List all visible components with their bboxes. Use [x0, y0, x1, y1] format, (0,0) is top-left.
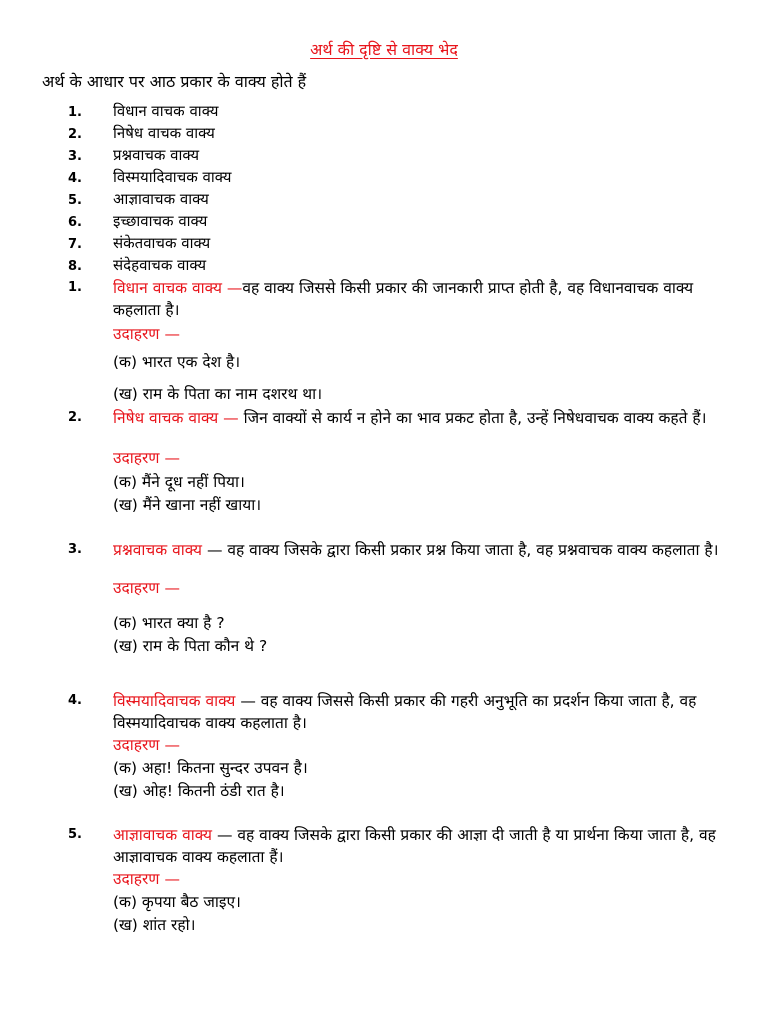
example-heading: उदाहरण — — [113, 579, 180, 597]
example-heading: उदाहरण — — [113, 449, 180, 467]
list-number: 3. — [68, 149, 82, 164]
list-item — [68, 144, 231, 166]
section-term: आज्ञावाचक वाक्य — [113, 826, 213, 844]
section-definition — [113, 539, 733, 561]
definition-text: जिन वाक्यों से कार्य न होने का भाव प्रकट होता है, उन्हें निषेधवाचक वाक्य कहते हैं। — [243, 409, 707, 427]
list-label: संदेहवाचक वाक्य — [113, 256, 207, 274]
example-heading: उदाहरण — — [113, 870, 180, 888]
list-number: 7. — [68, 237, 82, 252]
example-line: (क) अहा! कितना सुन्दर उपवन है। — [113, 759, 308, 777]
example-heading: उदाहरण — — [113, 325, 180, 343]
list-number: 6. — [68, 215, 82, 230]
section-nishedh-vachak — [68, 407, 733, 516]
example-line: (ख) मैंने खाना नहीं खाया। — [113, 496, 262, 514]
section-definition — [113, 407, 733, 429]
list-label: संकेतवाचक वाक्य — [113, 234, 211, 252]
list-label: प्रश्नवाचक वाक्य — [113, 146, 200, 164]
section-definition — [113, 277, 733, 321]
list-item — [68, 122, 231, 144]
section-number: 1. — [68, 280, 82, 295]
list-item — [68, 254, 231, 276]
section-definition — [113, 690, 733, 734]
page-title: अर्थ की दृष्टि से वाक्य भेद — [310, 40, 458, 59]
example-heading: उदाहरण — — [113, 736, 180, 754]
example-line: (क) भारत एक देश है। — [113, 353, 241, 371]
intro-text: अर्थ के आधार पर आठ प्रकार के वाक्य होते हैं — [42, 72, 307, 91]
list-label: इच्छावाचक वाक्य — [113, 212, 208, 230]
list-label: विधान वाचक वाक्य — [113, 102, 219, 120]
list-number: 5. — [68, 193, 82, 208]
section-term: विस्मयादिवाचक वाक्य — [113, 692, 236, 710]
example-line: (ख) शांत रहो। — [113, 916, 196, 934]
section-agyavachak — [68, 824, 733, 936]
example-line: (क) मैंने दूध नहीं पिया। — [113, 473, 245, 491]
section-number: 5. — [68, 827, 82, 842]
list-number: 8. — [68, 259, 82, 274]
list-label: विस्मयादिवाचक वाक्य — [113, 168, 232, 186]
example-line: (ख) राम के पिता का नाम दशरथ था। — [113, 385, 323, 403]
list-item — [68, 166, 231, 188]
list-label: आज्ञावाचक वाक्य — [113, 190, 209, 208]
example-line: (क) कृपया बैठ जाइए। — [113, 893, 241, 911]
definition-text: — वह वाक्य जिसके द्वारा किसी प्रकार प्रश्न किया जाता है, वह प्रश्नवाचक वाक्य कहलाता है। — [206, 541, 719, 559]
section-number: 3. — [68, 542, 82, 557]
section-vismayadivachak — [68, 690, 733, 802]
list-item — [68, 188, 231, 210]
section-number: 2. — [68, 410, 82, 425]
definition-text: — वह वाक्य जिसके द्वारा किसी प्रकार की आज्ञा दी जाती है या प्रार्थना किया जाता है, वह आज्ञावाचक वाक्य कहलाता हैं। — [113, 826, 716, 866]
example-line: (ख) ओह! कितनी ठंडी रात है। — [113, 782, 285, 800]
section-term: विधान वाचक वाक्य — — [113, 279, 243, 297]
definition-text: — वह वाक्य जिससे किसी प्रकार की गहरी अनुभूति का प्रदर्शन किया जाता है, वह विस्मयादिवाचक वाक्य कहलाता है। — [113, 692, 697, 732]
list-item — [68, 210, 231, 232]
section-definition — [113, 824, 733, 868]
list-number: 2. — [68, 127, 82, 142]
section-vidhan-vachak — [68, 277, 733, 405]
section-term: प्रश्नवाचक वाक्य — [113, 541, 202, 559]
example-line: (क) भारत क्या है ? — [113, 614, 225, 632]
list-number: 4. — [68, 171, 82, 186]
definition-text: वह वाक्य जिससे किसी प्रकार की जानकारी प्राप्त होती है, वह विधानवाचक वाक्य कहलाता है। — [113, 279, 694, 319]
section-number: 4. — [68, 693, 82, 708]
example-line: (ख) राम के पिता कौन थे ? — [113, 637, 268, 655]
sentence-types-list — [68, 100, 231, 276]
section-prashnavachak — [68, 539, 733, 657]
section-term: निषेध वाचक वाक्य — — [113, 409, 239, 427]
list-label: निषेध वाचक वाक्य — [113, 124, 215, 142]
list-number: 1. — [68, 105, 82, 120]
list-item — [68, 232, 231, 254]
list-item — [68, 100, 231, 122]
